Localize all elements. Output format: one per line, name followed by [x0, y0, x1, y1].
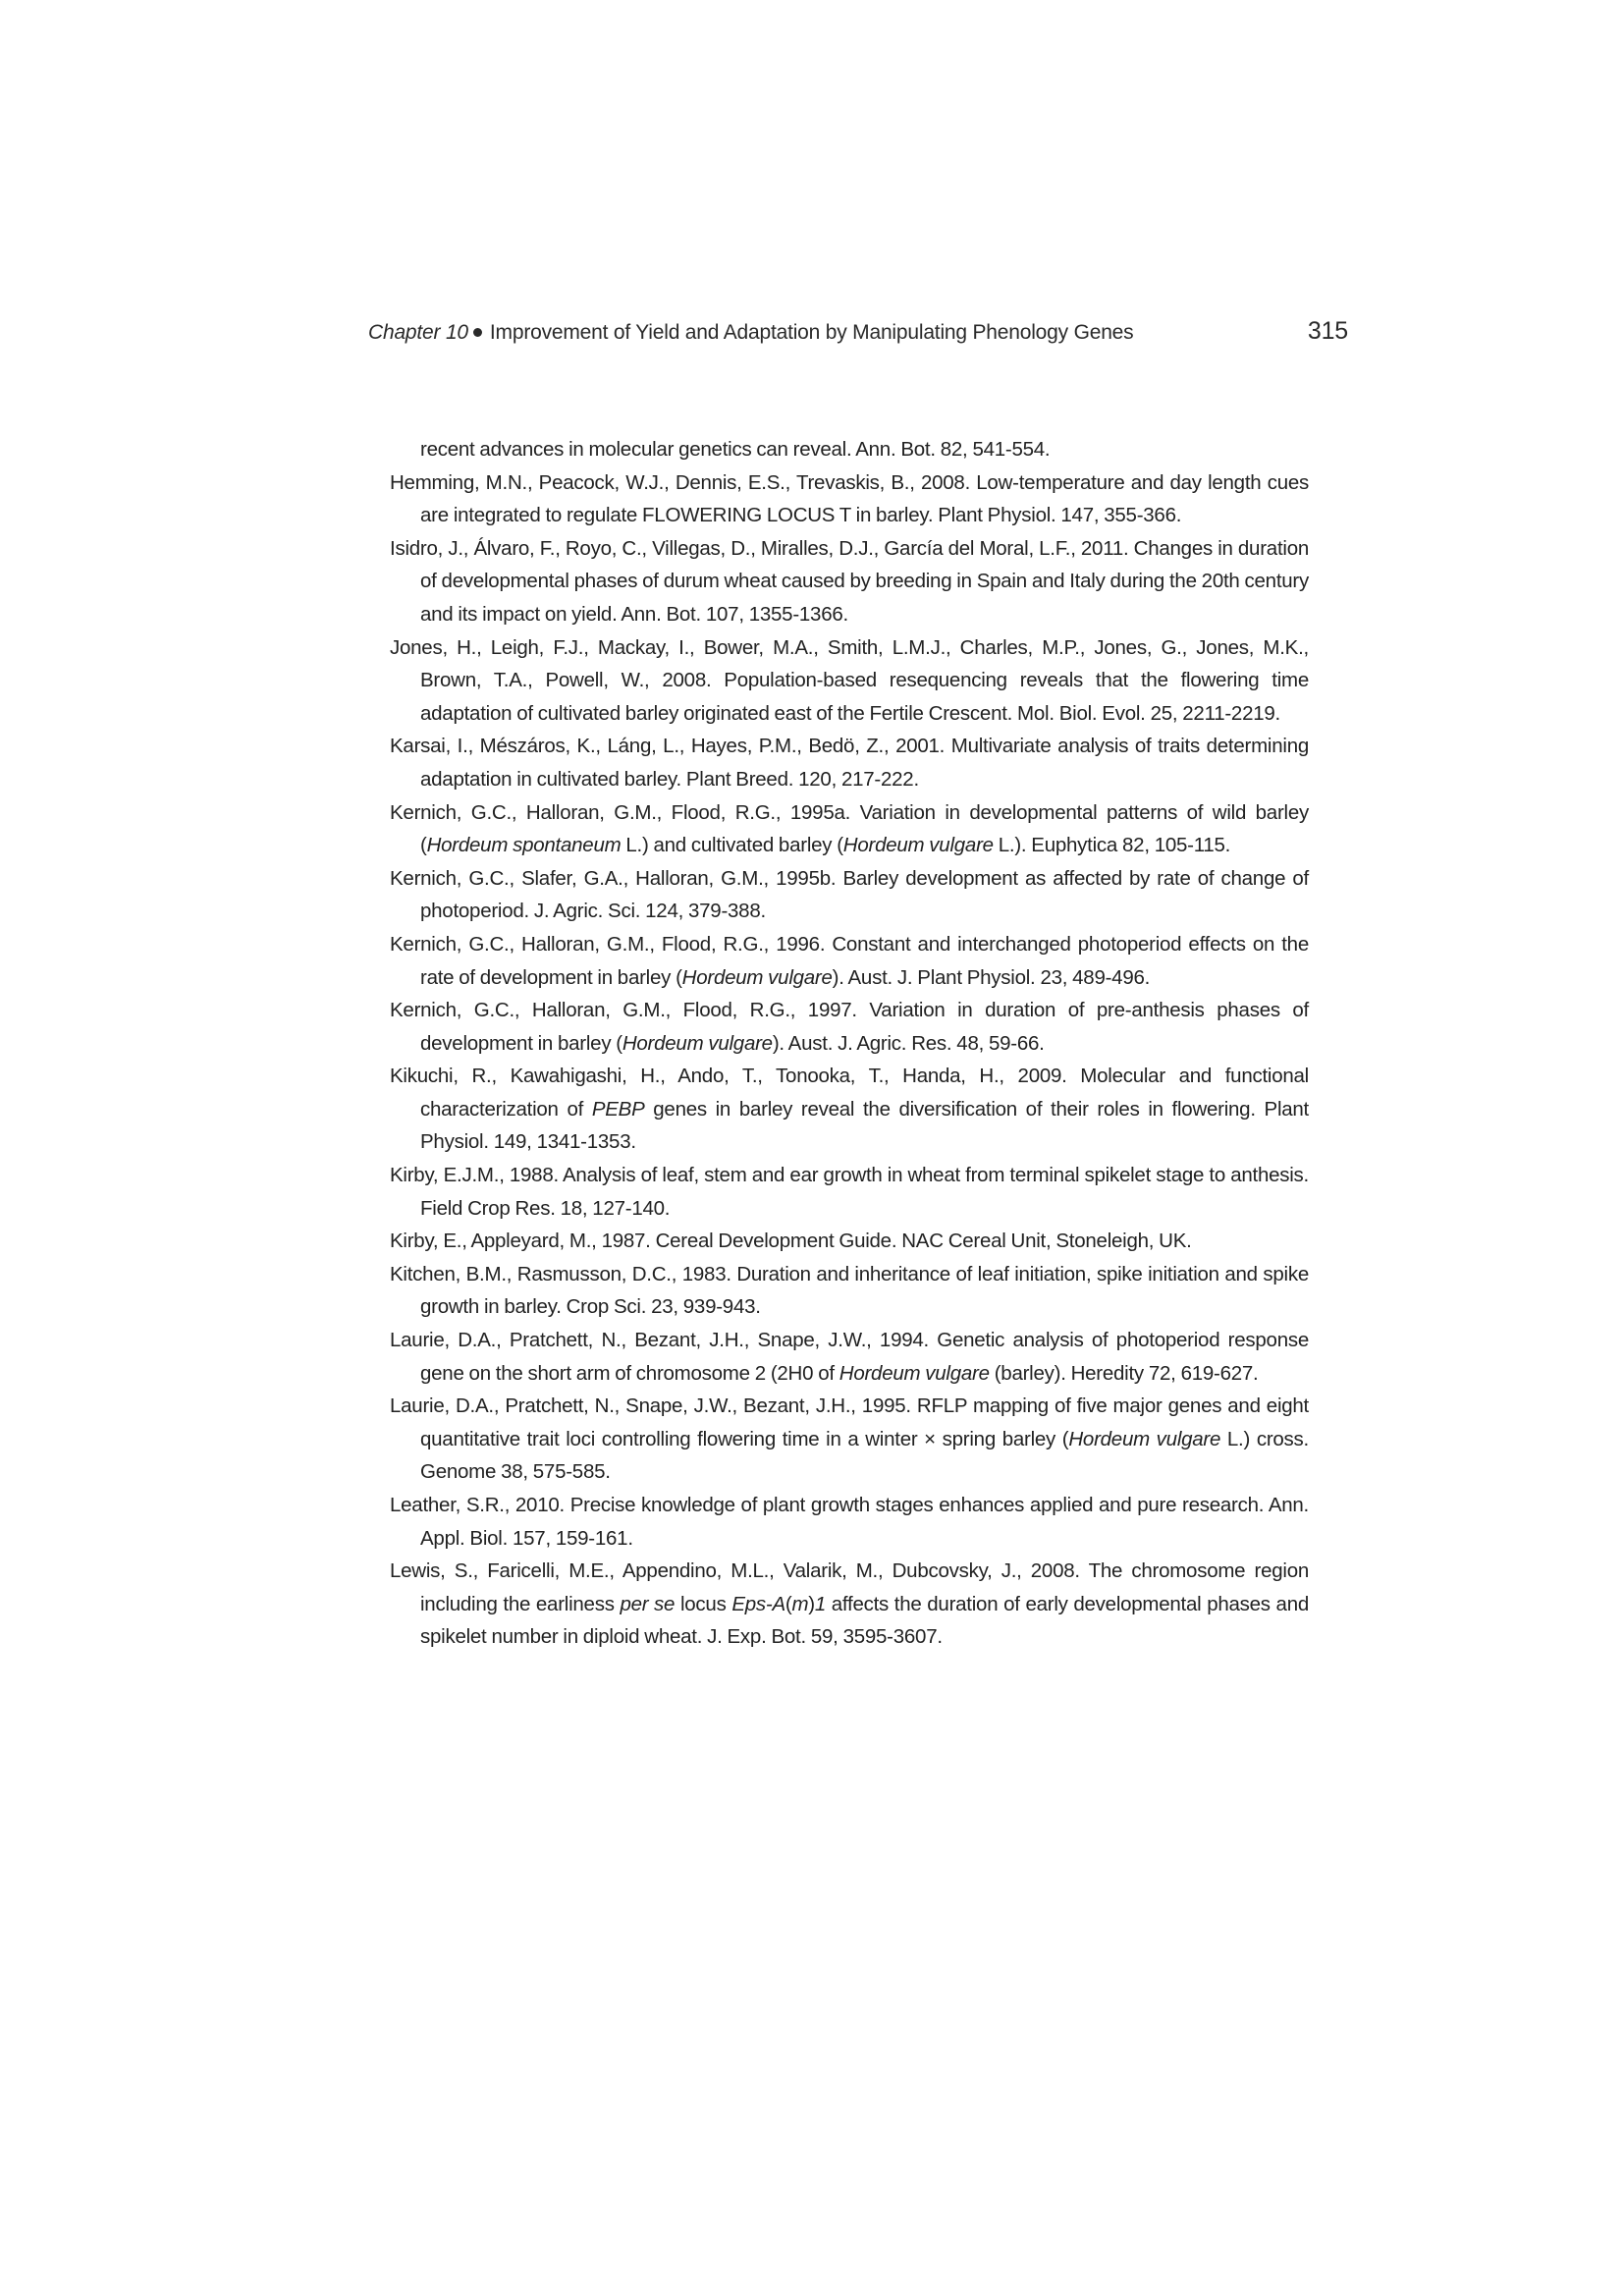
reference-text: ( [784, 1592, 792, 1615]
reference-entry [390, 1555, 1309, 1654]
reference-text: genes in barley reveal the diversification of their roles in flowering. Plant Physiol. 149, 1341-1353. [420, 1097, 1309, 1154]
reference-entry [390, 1225, 1309, 1258]
italic-text: per se [620, 1592, 676, 1615]
reference-text: Kernich, G.C., Slafer, G.A., Halloran, G.M., 1995b. Barley development as affected by rate of change of photoperiod. J. Agric. Sci. 124, 379-388. [390, 866, 1309, 923]
reference-text: Kernich, G.C., Halloran, G.M., Flood, R.G., 1996. Constant and interchanged photoperiod effects on the rate of development in barley ( [390, 932, 1309, 989]
italic-text: PEBP [591, 1097, 645, 1121]
chapter-title: Improvement of Yield and Adaptation by Manipulating Phenology Genes [489, 321, 1134, 344]
reference-text: L.) cross. Genome 38, 575-585. [420, 1427, 1309, 1484]
reference-text: Jones, H., Leigh, F.J., Mackay, I., Bower, M.A., Smith, L.M.J., Charles, M.P., Jones, G., Jones, M.K., Brown, T.A., Powell, W., 2008. Population-based resequencing reveals that the flowering time adaptation of cultivated barley originated east of the Fertile Crescent. Mol. Biol. Evol. 25, 2211-2219. [390, 635, 1309, 725]
reference-entry-continued [390, 433, 1309, 466]
reference-text: affects the duration of early developmental phases and spikelet number in diploid wheat. J. Exp. Bot. 59, 3595-3607. [420, 1592, 1309, 1649]
italic-text: Hordeum vulgare [1068, 1427, 1221, 1450]
running-header [368, 316, 1348, 350]
reference-text: ). Aust. J. Plant Physiol. 23, 489-496. [832, 965, 1151, 989]
reference-entry [390, 1324, 1309, 1390]
reference-entry [390, 1390, 1309, 1489]
reference-text: recent advances in molecular genetics can reveal. Ann. Bot. 82, 541-554. [420, 438, 1051, 461]
italic-text: Hordeum vulgare [842, 834, 994, 857]
reference-list [390, 433, 1309, 1654]
reference-text: ) [808, 1592, 815, 1615]
reference-text: Kernich, G.C., Halloran, G.M., Flood, R.G., 1995a. Variation in developmental patterns of wild barley ( [390, 800, 1309, 857]
reference-text: L.) and cultivated barley ( [621, 834, 843, 857]
italic-text: 1 [814, 1592, 827, 1615]
reference-text: L.). Euphytica 82, 105-115. [993, 834, 1231, 857]
reference-text: Kirby, E.J.M., 1988. Analysis of leaf, stem and ear growth in wheat from terminal spikelet stage to anthesis. Field Crop Res. 18, 127-140. [390, 1164, 1309, 1220]
reference-entry [390, 631, 1309, 731]
chapter-label: Chapter 10 [368, 321, 468, 344]
reference-text: Isidro, J., Álvaro, F., Royo, C., Villegas, D., Miralles, D.J., García del Moral, L.F., 2011. Changes in duration of developmental phases of durum wheat caused by breeding in Spain and Italy during the 20th century and its impact on yield. Ann. Bot. 107, 1355-1366. [390, 536, 1309, 626]
reference-entry [390, 994, 1309, 1060]
reference-text: Laurie, D.A., Pratchett, N., Snape, J.W., Bezant, J.H., 1995. RFLP mapping of five major genes and eight quantitative trait loci controlling flowering time in a winter × spring barley ( [390, 1394, 1309, 1450]
reference-entry [390, 796, 1309, 862]
reference-entry [390, 1489, 1309, 1555]
reference-text: Kirby, E., Appleyard, M., 1987. Cereal Development Guide. NAC Cereal Unit, Stoneleigh, UK. [390, 1230, 1192, 1253]
reference-entry [390, 1159, 1309, 1225]
reference-entry [390, 466, 1309, 532]
reference-entry [390, 1258, 1309, 1324]
reference-text: Kitchen, B.M., Rasmusson, D.C., 1983. Duration and inheritance of leaf initiation, spike initiation and spike growth in barley. Crop Sci. 23, 939-943. [390, 1262, 1309, 1319]
reference-text: Hemming, M.N., Peacock, W.J., Dennis, E.S., Trevaskis, B., 2008. Low-temperature and day length cues are integrated to regulate FLOWERING LOCUS T in barley. Plant Physiol. 147, 355-366. [390, 470, 1309, 527]
reference-text: locus [675, 1592, 732, 1615]
italic-text: Hordeum spontaneum [426, 834, 622, 857]
reference-text: ). Aust. J. Agric. Res. 48, 59-66. [772, 1031, 1045, 1055]
italic-text: Eps-A [731, 1592, 785, 1615]
reference-entry [390, 928, 1309, 994]
italic-text: m [791, 1592, 809, 1615]
italic-text: Hordeum vulgare [839, 1361, 990, 1385]
reference-entry [390, 1060, 1309, 1159]
reference-text: Laurie, D.A., Pratchett, N., Bezant, J.H., Snape, J.W., 1994. Genetic analysis of photoperiod response gene on the short arm of chromosome 2 (2H0 of [390, 1329, 1309, 1385]
reference-entry [390, 862, 1309, 928]
reference-text: Leather, S.R., 2010. Precise knowledge of plant growth stages enhances applied and pure research. Ann. Appl. Biol. 157, 159-161. [390, 1494, 1309, 1550]
reference-text: Lewis, S., Faricelli, M.E., Appendino, M.L., Valarik, M., Dubcovsky, J., 2008. The chromosome region including the earliness [390, 1559, 1309, 1615]
italic-text: Hordeum vulgare [622, 1031, 773, 1055]
reference-text: (barley). Heredity 72, 619-627. [989, 1361, 1259, 1385]
page-number: 315 [1307, 317, 1348, 345]
reference-text: Karsai, I., Mészáros, K., Láng, L., Hayes, P.M., Bedö, Z., 2001. Multivariate analysis of traits determining adaptation in cultivated barley. Plant Breed. 120, 217-222. [390, 735, 1309, 791]
reference-text: Kikuchi, R., Kawahigashi, H., Ando, T., Tonooka, T., Handa, H., 2009. Molecular and functional characterization of [390, 1065, 1309, 1121]
bullet-icon [473, 328, 482, 337]
reference-entry [390, 730, 1309, 795]
italic-text: Hordeum vulgare [681, 965, 833, 989]
reference-text: Kernich, G.C., Halloran, G.M., Flood, R.G., 1997. Variation in duration of pre-anthesis phases of development in barley ( [390, 999, 1309, 1055]
reference-entry [390, 532, 1309, 631]
